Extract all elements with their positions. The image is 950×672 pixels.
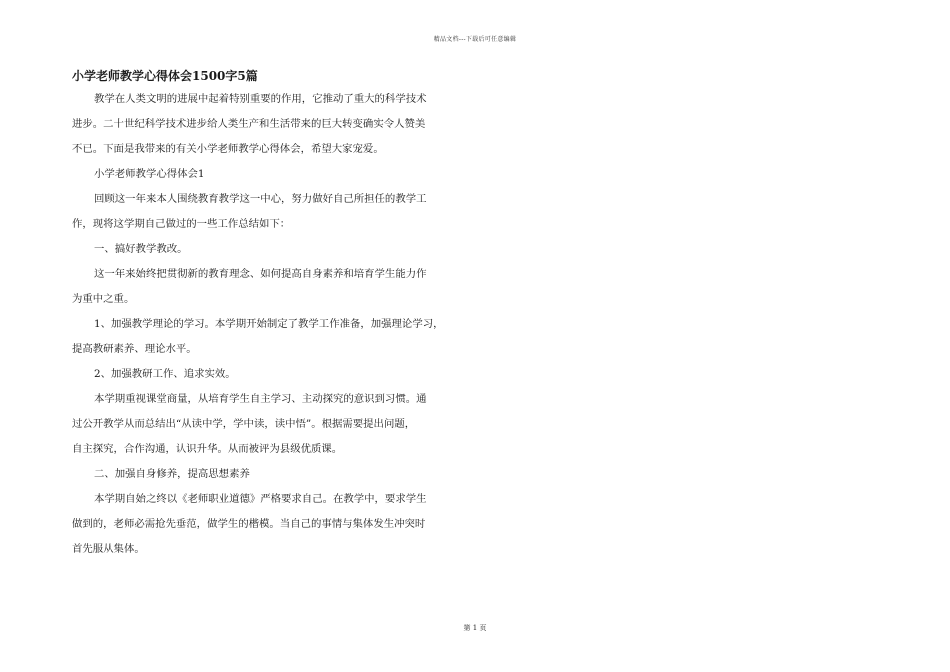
text-line: 回顾这一年来本人围绕教育教学这一中心，努力做好自己所担任的教学工 <box>94 193 427 205</box>
text-line: 1、加强教学理论的学习。本学期开始制定了教学工作准备，加强理论学习， <box>94 318 444 330</box>
text-line: 过公开教学从而总结出“从读中学，学中读，读中悟”。根据需要提出问题， <box>72 418 416 430</box>
text-line: 为重中之重。 <box>72 293 135 305</box>
page-header-note: 精品文档---下载后可任意编辑 <box>433 36 517 43</box>
text-line: 这一年来始终把贯彻新的教育理念、如何提高自身素养和培育学生能力作 <box>94 268 427 280</box>
text-line: 二、加强自身修养，提高思想素养 <box>94 468 250 480</box>
document-body <box>72 66 472 565</box>
text-line: 本学期自始之终以《老师职业道德》严格要求自己。在教学中，要求学生 <box>94 493 427 505</box>
document-title: 小学老师教学心得体会1500字5篇 <box>72 69 258 83</box>
text-line: 教学在人类文明的进展中起着特别重要的作用，它推动了重大的科学技术 <box>94 93 427 105</box>
page-number: 第 1 页 <box>463 624 487 632</box>
text-line: 2、加强教研工作、追求实效。 <box>94 368 236 380</box>
text-line: 小学老师教学心得体会1 <box>94 168 205 180</box>
paragraph-lines <box>72 90 472 565</box>
text-line: 做到的，老师必需抢先垂范，做学生的楷模。当自己的事情与集体发生冲突时 <box>72 518 426 530</box>
text-line: 一、搞好教学教改。 <box>94 243 188 255</box>
text-line: 首先服从集体。 <box>72 543 145 555</box>
text-line: 不已。下面是我带来的有关小学老师教学心得体会，希望大家宠爱。 <box>72 143 384 155</box>
text-line: 作，现将这学期自己做过的一些工作总结如下： <box>72 218 291 230</box>
text-line: 进步。二十世纪科学技术进步给人类生产和生活带来的巨大转变确实令人赞美 <box>72 118 426 130</box>
text-line: 本学期重视课堂商量，从培育学生自主学习、主动探究的意识到习惯。通 <box>94 393 427 405</box>
text-line: 自主探究，合作沟通，认识升华。从而被评为县级优质课。 <box>72 443 343 455</box>
text-line: 提高教研素养、理论水平。 <box>72 343 197 355</box>
